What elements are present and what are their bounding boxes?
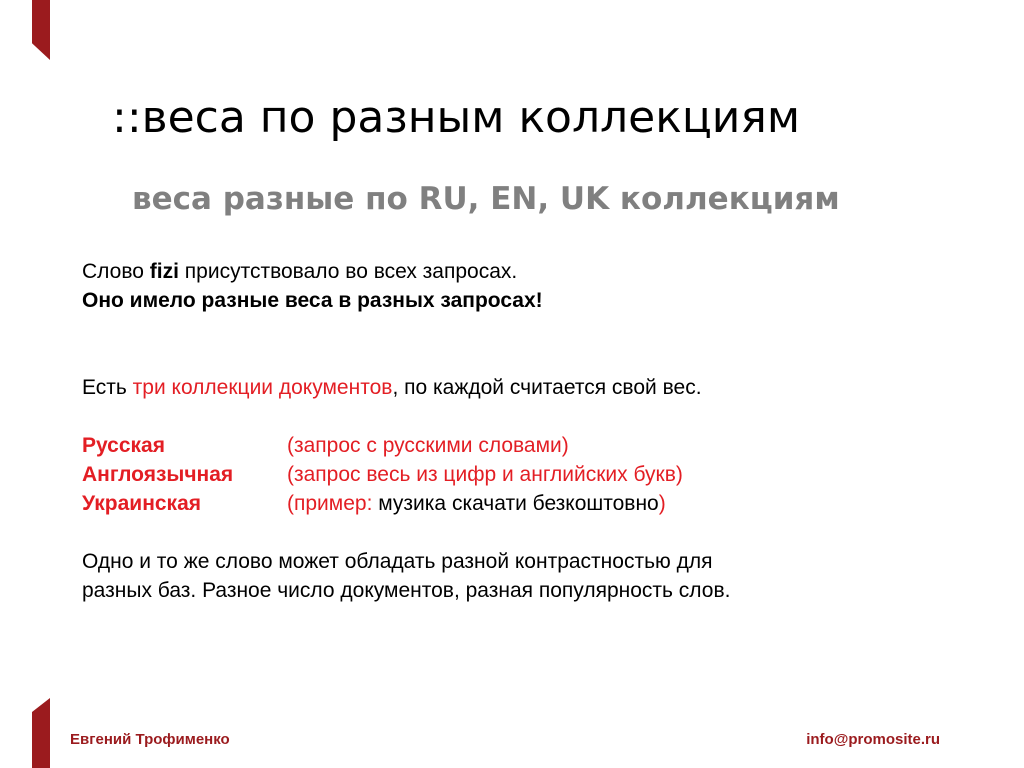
slide-body <box>82 257 962 605</box>
spacer <box>82 315 962 373</box>
collection-desc <box>287 489 666 518</box>
spacer <box>82 518 962 547</box>
collection-desc: (запрос весь из цифр и английских букв) <box>287 463 683 486</box>
collections-intro-part-2: , по каждой считается свой вес. <box>392 376 702 399</box>
footer-email: info@promosite.ru <box>806 731 940 748</box>
intro-line-2: Оно имело разные веса в разных запросах! <box>82 289 543 312</box>
intro-part-2: присутствовало во всех запросах. <box>178 260 518 283</box>
conclusion-line-1: Одно и то же слово может обладать разной контрастностью для <box>82 550 713 573</box>
accent-bar-top <box>32 0 50 60</box>
intro-line-1 <box>82 257 962 286</box>
footer-author: Евгений Трофименко <box>70 731 230 748</box>
conclusion-line-2: разных баз. Разное число документов, разная популярность слов. <box>82 579 731 602</box>
collection-row-ru <box>82 431 962 460</box>
collection-row-uk <box>82 489 962 518</box>
accent-bar-bottom <box>32 698 50 768</box>
collection-example: музика скачати безкоштовно <box>378 492 659 515</box>
collections-intro <box>82 373 962 402</box>
collection-row-en <box>82 460 962 489</box>
collections-highlight: три коллекции документов <box>132 376 393 399</box>
intro-part-1: Слово <box>82 260 150 283</box>
collection-desc-suffix: ) <box>658 492 666 515</box>
slide-title: ::веса по разным коллекциям <box>112 92 801 143</box>
collection-desc-prefix: (пример: <box>287 492 379 515</box>
spacer <box>82 402 962 431</box>
intro-word: fizi <box>149 260 179 283</box>
collection-name: Русская <box>82 434 165 457</box>
slide-subtitle: веса разные по RU, EN, UK коллекциям <box>132 181 840 217</box>
collection-name: Украинская <box>82 492 201 515</box>
collection-desc: (запрос с русскими словами) <box>287 434 569 457</box>
collections-intro-part-1: Есть <box>82 376 133 399</box>
collection-name: Англоязычная <box>82 463 234 486</box>
